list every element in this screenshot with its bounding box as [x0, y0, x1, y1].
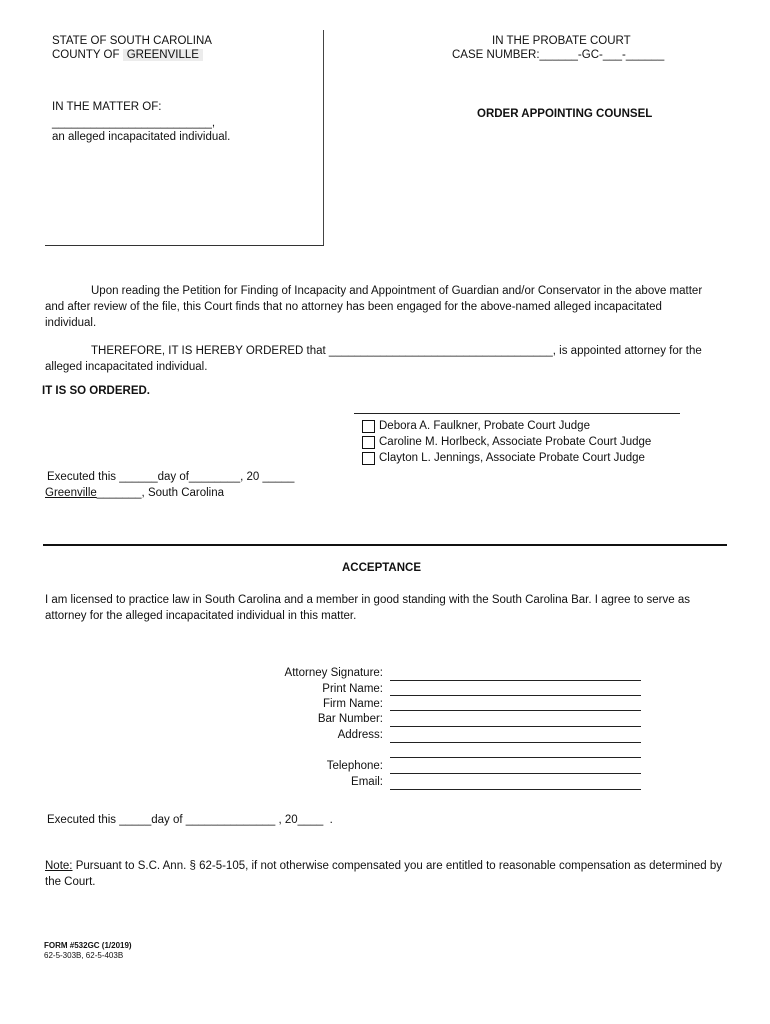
judge-checkbox-3[interactable]	[362, 452, 375, 465]
finding-text: Upon reading the Petition for Finding of Incapacity and Appointment of Guardian and/or Conservator in the above matter and after review of the file, this Court finds that no attorney has been engaged for the above-named alleged incapacitated individual.	[45, 285, 703, 329]
signature-label: Attorney Signature:	[284, 667, 383, 679]
county-field[interactable]: GREENVILLE	[123, 49, 203, 61]
order-paragraph	[45, 343, 705, 375]
section-divider	[43, 544, 727, 546]
caption-bottom-rule	[45, 245, 324, 246]
so-ordered: IT IS SO ORDERED.	[42, 385, 150, 397]
note-text: Pursuant to S.C. Ann. § 62-5-105, if not otherwise compensated you are entitled to reasonable compensation as determined by the Court.	[45, 860, 723, 888]
caption-vertical-divider	[323, 30, 324, 245]
matter-description: an alleged incapacitated individual.	[52, 131, 231, 143]
bar-number-field[interactable]	[390, 726, 641, 727]
judge-signature-line[interactable]	[354, 413, 680, 414]
telephone-field[interactable]	[390, 773, 641, 774]
matter-name-blank[interactable]: _________________________,	[52, 117, 216, 129]
case-number[interactable]: CASE NUMBER:______-GC-___-______	[452, 49, 665, 61]
address-field-line-1[interactable]	[390, 742, 641, 743]
judge-option-3: Clayton L. Jennings, Associate Probate Court Judge	[379, 452, 645, 464]
county-line	[52, 49, 203, 61]
acceptance-title: ACCEPTANCE	[342, 562, 422, 574]
form-number: FORM #532GC (1/2019)	[44, 941, 132, 950]
bar-number-label: Bar Number:	[317, 713, 383, 725]
judge-checkbox-2[interactable]	[362, 436, 375, 449]
county-prefix: COUNTY OF	[52, 49, 123, 61]
executed-state: _______, South Carolina	[96, 487, 225, 499]
executed-city[interactable]: Greenville	[45, 487, 97, 499]
judge-checkbox-1[interactable]	[362, 420, 375, 433]
judge-option-1: Debora A. Faulkner, Probate Court Judge	[379, 420, 590, 432]
email-label: Email:	[351, 776, 383, 788]
order-title: ORDER APPOINTING COUNSEL	[477, 108, 653, 120]
email-field[interactable]	[390, 789, 641, 790]
court-label: IN THE PROBATE COURT	[492, 35, 631, 47]
telephone-label: Telephone:	[326, 760, 383, 772]
acceptance-text: I am licensed to practice law in South Carolina and a member in good standing with the South Carolina Bar. I agree to serve as attorney for the alleged incapacitated individual in this matter.	[45, 594, 690, 622]
note-paragraph	[45, 858, 725, 890]
acceptance-executed-line[interactable]: Executed this _____day of ______________ , 20____ .	[47, 814, 333, 826]
judge-option-2: Caroline M. Horlbeck, Associate Probate Court Judge	[379, 436, 652, 448]
address-field-line-2[interactable]	[390, 757, 641, 758]
print-name-label: Print Name:	[322, 683, 383, 695]
finding-paragraph	[45, 283, 705, 331]
matter-label: IN THE MATTER OF:	[52, 101, 162, 113]
order-text: THEREFORE, IT IS HEREBY ORDERED that ___________________________________, is appointed attorney for the alleged incapacitated individual.	[45, 345, 702, 373]
firm-name-label: Firm Name:	[322, 698, 383, 710]
signature-field[interactable]	[390, 680, 641, 681]
note-label: Note:	[45, 860, 73, 872]
state-label: STATE OF SOUTH CAROLINA	[52, 35, 212, 47]
address-label: Address:	[337, 729, 383, 741]
print-name-field[interactable]	[390, 695, 641, 696]
executed-line[interactable]: Executed this ______day of________, 20 _____	[47, 471, 295, 483]
firm-name-field[interactable]	[390, 710, 641, 711]
statute-codes: 62-5-303B, 62-5-403B	[44, 951, 124, 960]
executed-place	[45, 487, 224, 499]
